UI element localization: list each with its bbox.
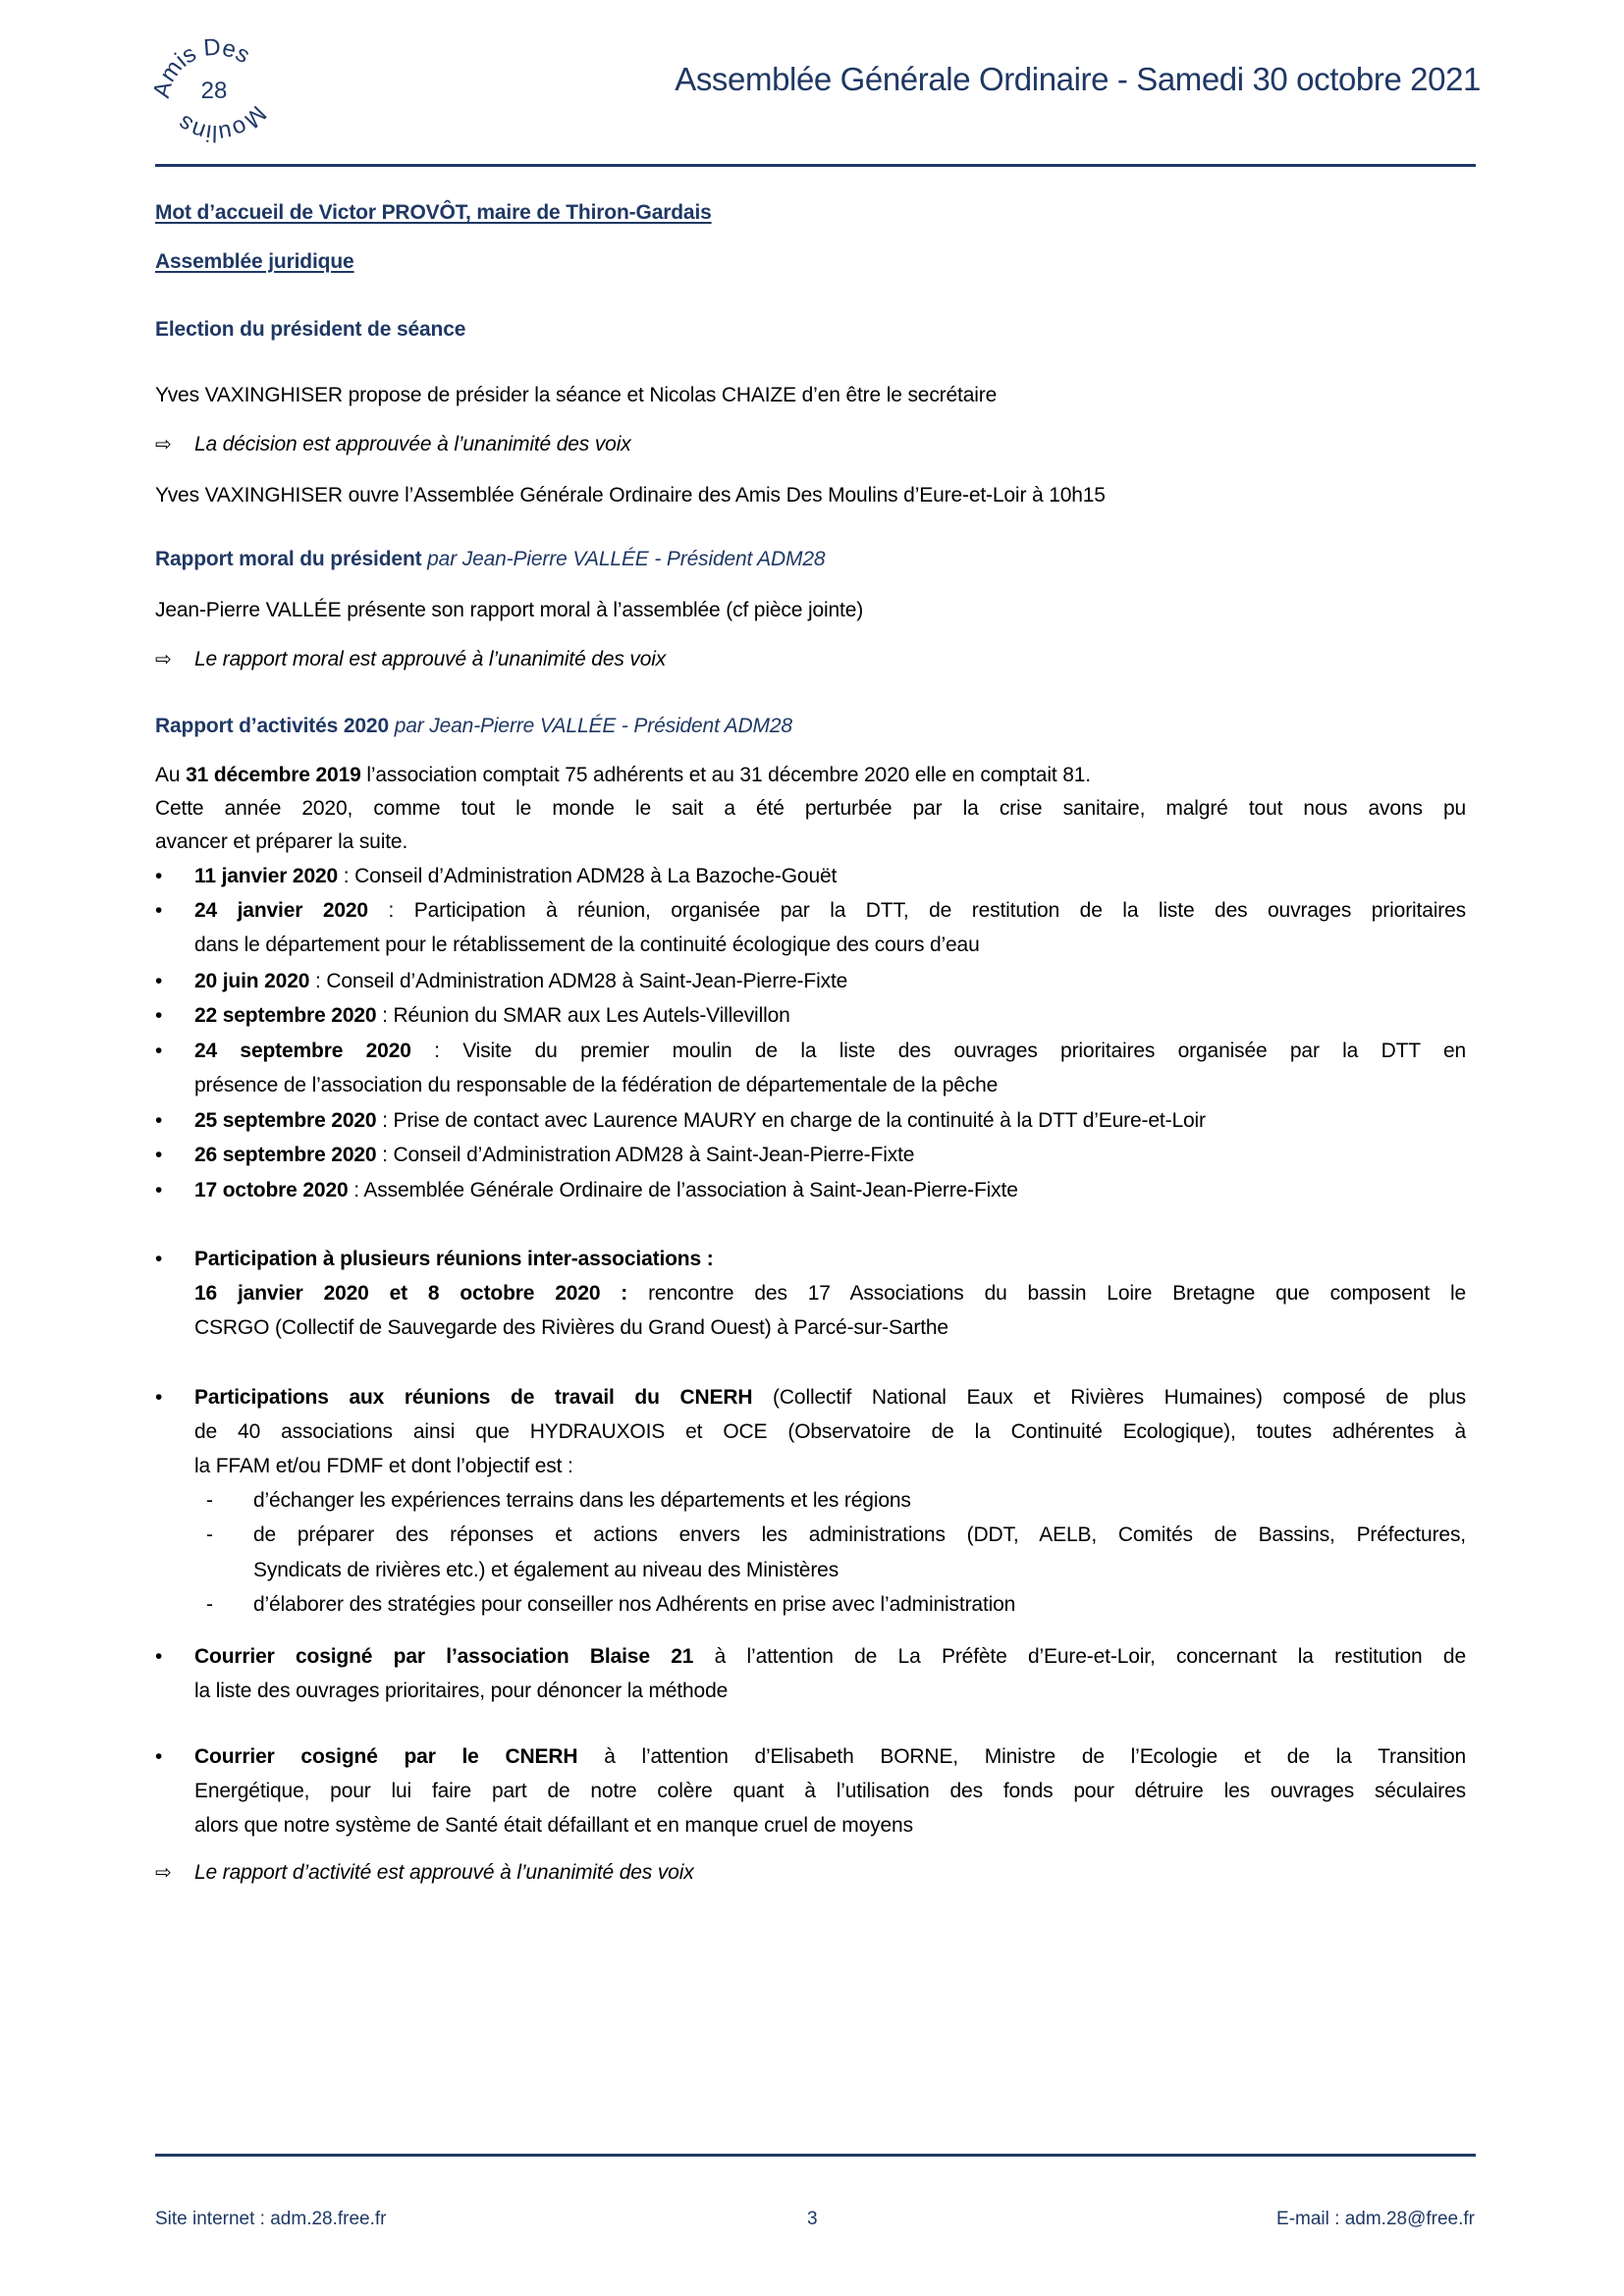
decision-text: Le rapport d’activité est approuvé à l’unanimité des voix [194, 1861, 694, 1884]
event-date: 24 janvier 2020 [194, 899, 368, 922]
election-decision [155, 431, 631, 458]
text-fragment: (Collectif National Eaux et Rivières Humaines) composé de plus [752, 1386, 1466, 1409]
event-text: : Assemblée Générale Ordinaire de l’association à Saint-Jean-Pierre-Fixte [348, 1179, 1018, 1201]
logo-ring-bottom: Moulins [173, 100, 272, 147]
decision-text: Le rapport moral est approuvé à l’unanimité des voix [194, 648, 667, 670]
dash-icon: - [206, 1593, 213, 1616]
moral-report-author: par Jean-Pierre VALLÉE - Président ADM28 [427, 548, 826, 570]
text-fragment: à l’attention d’Elisabeth BORNE, Ministre de l’Ecologie et de la Transition [577, 1745, 1467, 1768]
legal-assembly-heading: Assemblée juridique [155, 250, 354, 273]
page-title: Assemblée Générale Ordinaire - Samedi 30 octobre 2021 [675, 61, 1481, 97]
bullet-icon: • [155, 1248, 163, 1270]
text-fragment: à l’attention de La Préfète d’Eure-et-Loir, concernant la restitution de [693, 1645, 1466, 1668]
bullet-icon: • [155, 1144, 163, 1166]
event-text: : Participation à réunion, organisée par la DTT, de restitution de la liste des ouvrages prioritaires [367, 899, 1467, 922]
event-text: : Conseil d’Administration ADM28 à Saint-Jean-Pierre-Fixte [376, 1144, 915, 1166]
footer-website[interactable]: Site internet : adm.28.free.fr [155, 2209, 387, 2229]
blaise-letter-title: Courrier cosigné par l’association Blaise 21 [194, 1645, 694, 1668]
election-heading: Election du président de séance [155, 318, 466, 341]
objective-item: d’élaborer des stratégies pour conseiller nos Adhérents en prise avec l’administration [253, 1593, 1016, 1616]
event-item [194, 1107, 1206, 1135]
year-summary-line-1: Cette année 2020, comme tout le monde le sait a été perturbée par la crise sanitaire, malgré tout nous avons pu [155, 797, 1466, 820]
inter-association-title: Participation à plusieurs réunions inter-associations : [194, 1248, 714, 1270]
event-date: 11 janvier 2020 [194, 865, 339, 887]
objective-item-continued: Syndicats de rivières etc.) et également au niveau des Ministères [253, 1559, 839, 1581]
activity-report-heading [155, 713, 792, 740]
bullet-icon: • [155, 865, 163, 887]
event-text: : Réunion du SMAR aux Les Autels-Villevillon [376, 1004, 790, 1027]
cnerh-letter-line-1 [194, 1743, 1466, 1771]
footer-email[interactable]: E-mail : adm.28@free.fr [1276, 2209, 1475, 2229]
activity-report-author: par Jean-Pierre VALLÉE - Président ADM28 [394, 715, 792, 737]
event-item [194, 968, 847, 995]
year-summary-line-2: avancer et préparer la suite. [155, 830, 408, 853]
text-fragment: Au [155, 764, 187, 786]
arrow-right-icon: ⇨ [155, 434, 172, 455]
moral-report-decision [155, 646, 666, 673]
logo-number: 28 [200, 78, 228, 104]
objective-item: de préparer des réponses et actions envers les administrations (DDT, AELB, Comités de Bassins, Préfectures, [253, 1523, 1466, 1546]
event-item [194, 897, 1466, 925]
event-item [194, 1038, 1466, 1065]
moral-report-heading [155, 546, 825, 573]
activity-report-title: Rapport d’activités 2020 [155, 715, 389, 737]
cnerh-line-3: la FFAM et/ou FDMF et dont l’objectif est : [194, 1455, 573, 1477]
event-item [194, 1142, 914, 1169]
bullet-icon: • [155, 1645, 163, 1668]
event-text: : Prise de contact avec Laurence MAURY en charge de la continuité à la DTT d’Eure-et-Loir [376, 1109, 1206, 1132]
cnerh-letter-line-2: Energétique, pour lui faire part de notre colère quant à l’utilisation des fonds pour détruire les ouvrages séculaires [194, 1780, 1466, 1802]
membership-paragraph [155, 762, 1091, 789]
bullet-icon: • [155, 1004, 163, 1027]
event-item [194, 1002, 790, 1030]
header-divider [155, 164, 1476, 167]
cnerh-title: Participations aux réunions de travail du CNERH [194, 1386, 753, 1409]
event-text: : Conseil d’Administration ADM28 à Saint-Jean-Pierre-Fixte [309, 970, 848, 992]
event-date: 24 septembre 2020 [194, 1040, 411, 1062]
arrow-right-icon: ⇨ [155, 649, 172, 670]
footer-divider [155, 2154, 1476, 2157]
inter-association-line-1 [194, 1280, 1466, 1308]
event-item [194, 1177, 1018, 1204]
bullet-icon: • [155, 1386, 163, 1409]
arrow-right-icon: ⇨ [155, 1862, 172, 1884]
event-text: : Conseil d’Administration ADM28 à La Bazoche-Gouët [338, 865, 838, 887]
activity-report-decision [155, 1859, 694, 1887]
objective-item: d’échanger les expériences terrains dans les départements et les régions [253, 1489, 911, 1512]
event-item-continued: présence de l’association du responsable de la fédération de départementale de la pêche [194, 1074, 999, 1096]
logo-ring-top: Amis Des [147, 33, 254, 101]
bullet-icon: • [155, 1745, 163, 1768]
event-date: 20 juin 2020 [194, 970, 310, 992]
event-date: 26 septembre 2020 [194, 1144, 377, 1166]
bullet-icon: • [155, 1040, 163, 1062]
bullet-icon: • [155, 899, 163, 922]
cnerh-letter-line-3: alors que notre système de Santé était défaillant et en manque cruel de moyens [194, 1814, 913, 1837]
bullet-icon: • [155, 1109, 163, 1132]
event-date: 17 octobre 2020 [194, 1179, 349, 1201]
association-logo [147, 22, 285, 159]
event-item [194, 863, 837, 890]
cnerh-line-1 [194, 1384, 1466, 1412]
moral-report-title: Rapport moral du président [155, 548, 422, 570]
blaise-letter-line-2: la liste des ouvrages prioritaires, pour dénoncer la méthode [194, 1680, 729, 1702]
moral-report-paragraph: Jean-Pierre VALLÉE présente son rapport moral à l’assemblée (cf pièce jointe) [155, 599, 864, 621]
blaise-letter-line-1 [194, 1643, 1466, 1671]
bullet-icon: • [155, 970, 163, 992]
date-bold: 16 janvier 2020 et 8 octobre 2020 : [194, 1282, 628, 1305]
decision-text: La décision est approuvée à l’unanimité des voix [194, 433, 631, 455]
event-date: 22 septembre 2020 [194, 1004, 377, 1027]
election-paragraph-1: Yves VAXINGHISER propose de présider la séance et Nicolas CHAIZE d’en être le secrétaire [155, 384, 998, 406]
page-number: 3 [807, 2209, 818, 2229]
cnerh-letter-title: Courrier cosigné par le CNERH [194, 1745, 578, 1768]
dash-icon: - [206, 1489, 213, 1512]
inter-association-line-2: CSRGO (Collectif de Sauvegarde des Rivières du Grand Ouest) à Parcé-sur-Sarthe [194, 1316, 948, 1339]
text-fragment: l’association comptait 75 adhérents et au 31 décembre 2020 elle en comptait 81. [360, 764, 1091, 786]
event-date: 25 septembre 2020 [194, 1109, 377, 1132]
date-bold: 31 décembre 2019 [186, 764, 361, 786]
event-item-continued: dans le département pour le rétablissement de la continuité écologique des cours d’eau [194, 934, 980, 956]
text-fragment: rencontre des 17 Associations du bassin Loire Bretagne que composent le [627, 1282, 1466, 1305]
election-paragraph-2: Yves VAXINGHISER ouvre l’Assemblée Générale Ordinaire des Amis Des Moulins d’Eure-et-Loir à 10h15 [155, 484, 1106, 507]
bullet-icon: • [155, 1179, 163, 1201]
dash-icon: - [206, 1523, 213, 1546]
welcome-heading: Mot d’accueil de Victor PROVÔT, maire de Thiron-Gardais [155, 201, 712, 224]
event-text: : Visite du premier moulin de la liste des ouvrages prioritaires organisée par la DTT en [410, 1040, 1467, 1062]
cnerh-line-2: de 40 associations ainsi que HYDRAUXOIS et OCE (Observatoire de la Continuité Ecologique), toutes adhérentes à [194, 1420, 1466, 1443]
